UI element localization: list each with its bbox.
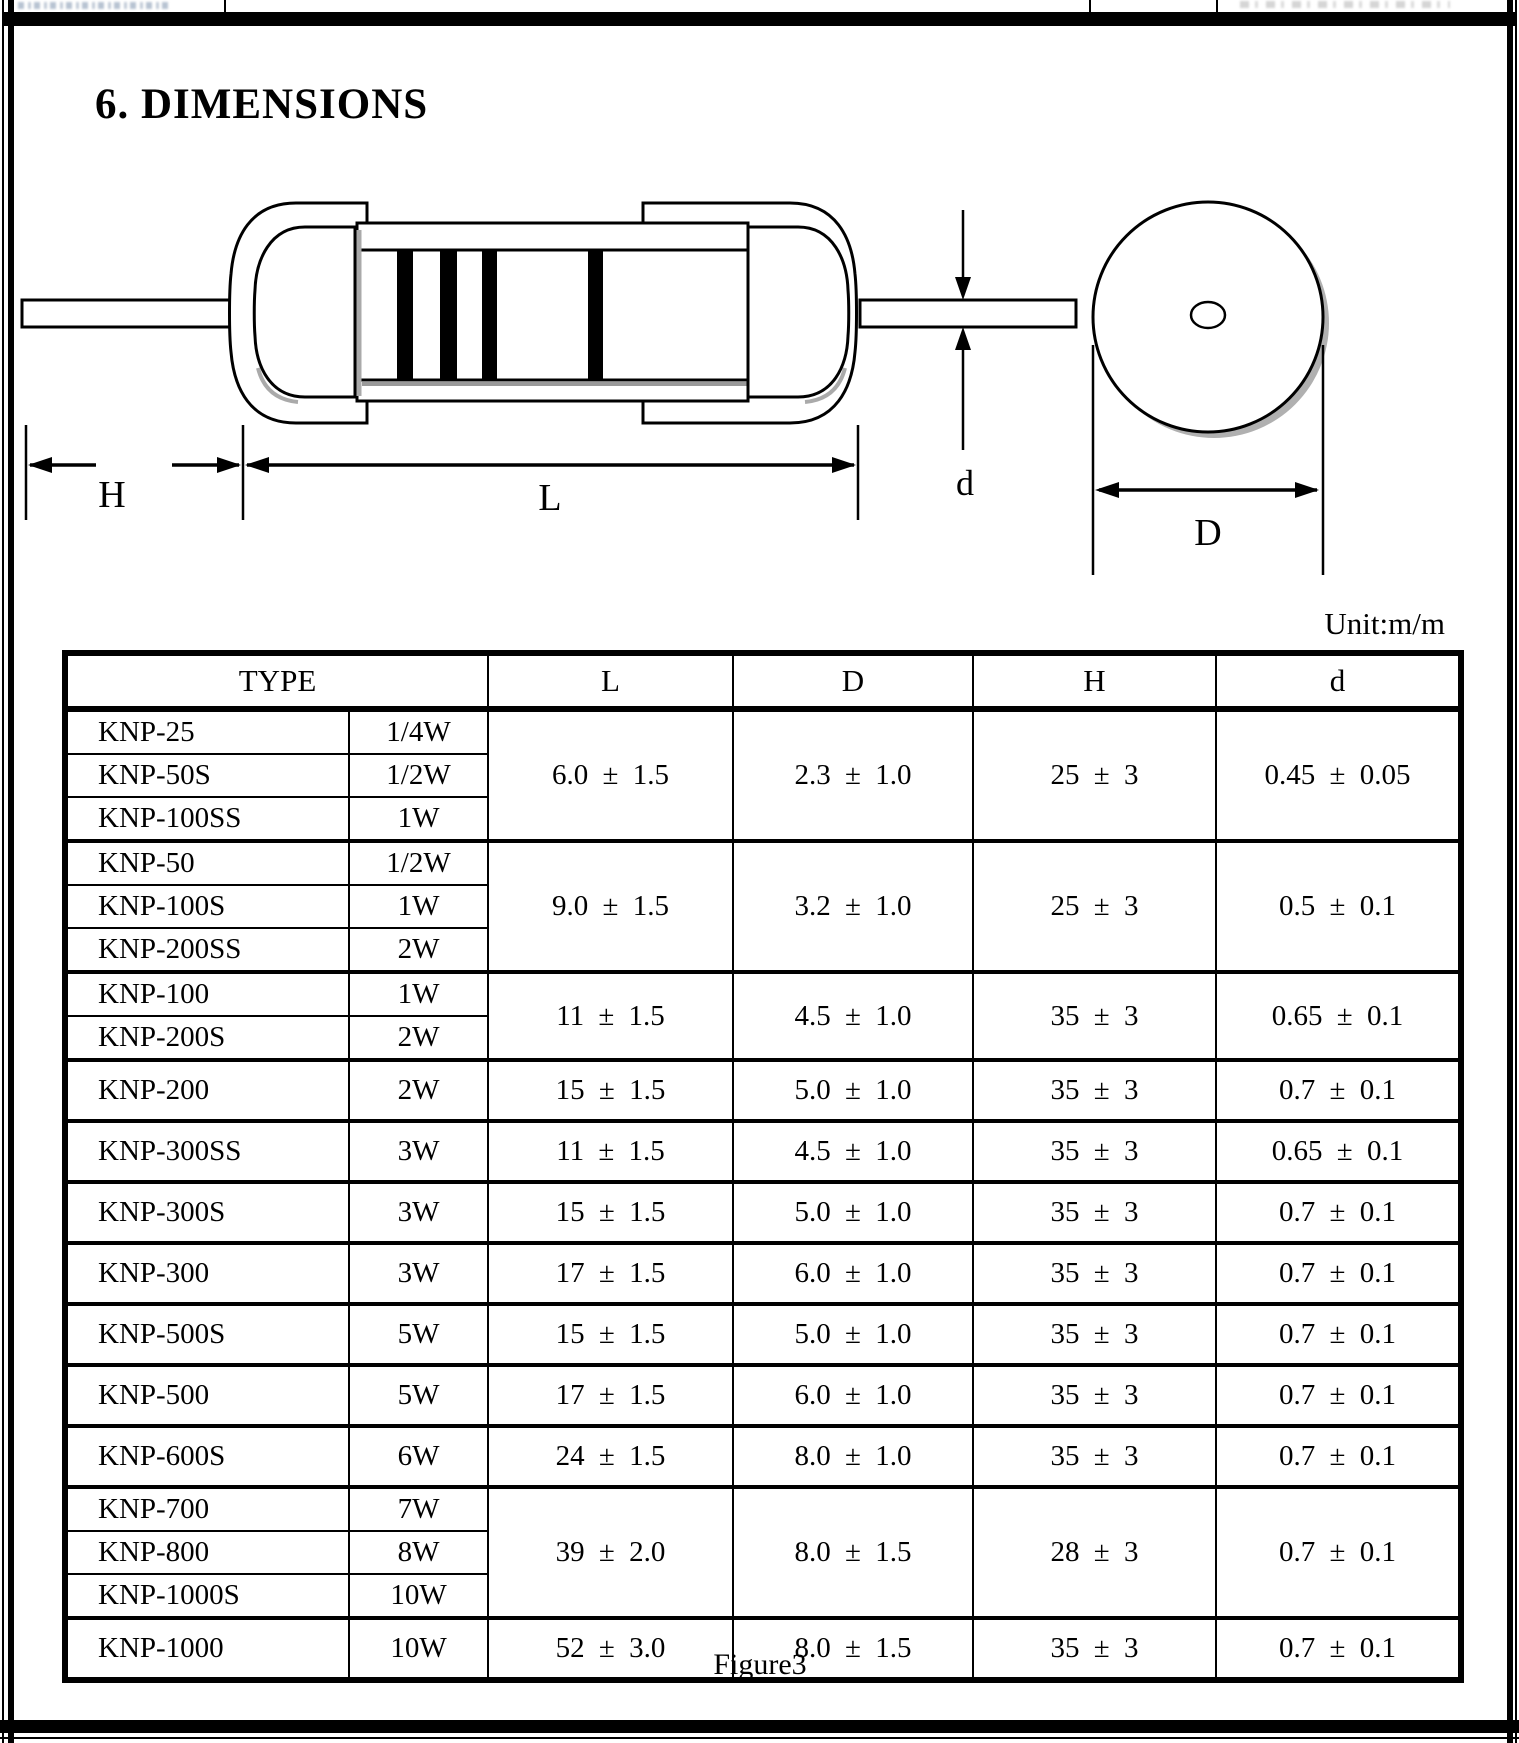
lead-length-value-cell: 35 ± 3 [973, 1243, 1216, 1304]
wattage-cell: 1W [349, 885, 488, 928]
length-value-cell: 11 ± 1.5 [488, 1121, 733, 1182]
table-row [65, 1060, 1461, 1121]
type-cell: KNP-800 [65, 1531, 349, 1574]
wattage-cell: 2W [349, 1060, 488, 1121]
l-dimension-label: L [538, 477, 562, 519]
color-band-1 [397, 250, 413, 380]
lead-length-value-cell: 25 ± 3 [973, 709, 1216, 841]
dimensions-table [62, 650, 1464, 1683]
page-border-bottom-outer [0, 1737, 1519, 1739]
lead-diameter-value-cell: 0.45 ± 0.05 [1216, 709, 1461, 841]
type-cell: KNP-300 [65, 1243, 349, 1304]
color-band-3 [482, 250, 497, 380]
left-lead-wire [22, 300, 241, 327]
previous-table-divider [1089, 0, 1091, 12]
right-lead-wire [860, 300, 1076, 327]
type-cell: KNP-50S [65, 754, 349, 797]
table-row [65, 972, 1461, 1016]
body-diameter-value-cell: 4.5 ± 1.0 [733, 1121, 973, 1182]
table-row [65, 1487, 1461, 1531]
dimension-ticks [26, 425, 858, 520]
body-diameter-value-cell: 8.0 ± 1.5 [733, 1618, 973, 1680]
type-cell: KNP-700 [65, 1487, 349, 1531]
wattage-cell: 3W [349, 1243, 488, 1304]
previous-page-faint-text [18, 2, 168, 9]
body-diameter-value-cell: 8.0 ± 1.5 [733, 1487, 973, 1618]
table-row [65, 1304, 1461, 1365]
table-header-row [65, 653, 1461, 709]
figure-caption: Figure3 [713, 1648, 807, 1681]
dimensions-table-body [65, 709, 1461, 1680]
table-row [65, 1121, 1461, 1182]
type-cell: KNP-500 [65, 1365, 349, 1426]
d-arrowhead-down [955, 277, 971, 300]
lead-length-value-cell: 28 ± 3 [973, 1487, 1216, 1618]
color-band-4 [588, 250, 603, 380]
right-end-cap-inner [748, 227, 849, 397]
type-cell: KNP-200S [65, 1016, 349, 1060]
h-arrowhead-right [217, 457, 241, 473]
header-d-body: D [733, 653, 973, 709]
wattage-cell: 6W [349, 1426, 488, 1487]
length-value-cell: 11 ± 1.5 [488, 972, 733, 1060]
wattage-cell: 5W [349, 1304, 488, 1365]
body-diameter-value-cell: 5.0 ± 1.0 [733, 1182, 973, 1243]
length-value-cell: 39 ± 2.0 [488, 1487, 733, 1618]
type-cell: KNP-25 [65, 709, 349, 754]
l-arrowhead-left [245, 457, 269, 473]
lead-diameter-value-cell: 0.7 ± 0.1 [1216, 1060, 1461, 1121]
unit-label: Unit:m/m [1324, 606, 1445, 641]
type-cell: KNP-500S [65, 1304, 349, 1365]
table-row [65, 1365, 1461, 1426]
wattage-cell: 2W [349, 928, 488, 972]
h-dimension-label: H [98, 474, 126, 516]
body-diameter-value-cell: 5.0 ± 1.0 [733, 1060, 973, 1121]
wattage-cell: 1/4W [349, 709, 488, 754]
wattage-cell: 3W [349, 1182, 488, 1243]
color-band-2 [440, 250, 457, 380]
page-border-top [2, 12, 1517, 26]
dimensions-table-wrap [62, 650, 1458, 1683]
d-arrowhead-up [955, 327, 971, 350]
header-type: TYPE [65, 653, 488, 709]
lead-length-value-cell: 35 ± 3 [973, 972, 1216, 1060]
left-end-cap-inner [254, 227, 355, 397]
lead-length-value-cell: 35 ± 3 [973, 1365, 1216, 1426]
page-border-bottom [0, 1720, 1519, 1733]
table-row [65, 709, 1461, 754]
header-h: H [973, 653, 1216, 709]
lead-length-value-cell: 35 ± 3 [973, 1182, 1216, 1243]
wattage-cell: 7W [349, 1487, 488, 1531]
table-row [65, 1426, 1461, 1487]
length-value-cell: 15 ± 1.5 [488, 1182, 733, 1243]
lead-length-value-cell: 35 ± 3 [973, 1060, 1216, 1121]
wattage-cell: 8W [349, 1531, 488, 1574]
lead-length-value-cell: 35 ± 3 [973, 1426, 1216, 1487]
lead-diameter-value-cell: 0.7 ± 0.1 [1216, 1426, 1461, 1487]
length-value-cell: 9.0 ± 1.5 [488, 841, 733, 972]
d-dimension-label: d [956, 463, 974, 503]
body-diameter-value-cell: 3.2 ± 1.0 [733, 841, 973, 972]
type-cell: KNP-200SS [65, 928, 349, 972]
body-diameter-value-cell: 5.0 ± 1.0 [733, 1304, 973, 1365]
length-value-cell: 24 ± 1.5 [488, 1426, 733, 1487]
body-diameter-value-cell: 6.0 ± 1.0 [733, 1243, 973, 1304]
band-strip [357, 250, 750, 380]
previous-page-faint-marks [1240, 1, 1450, 8]
lead-length-value-cell: 35 ± 3 [973, 1304, 1216, 1365]
type-cell: KNP-100S [65, 885, 349, 928]
lead-diameter-value-cell: 0.65 ± 0.1 [1216, 1121, 1461, 1182]
lead-diameter-value-cell: 0.7 ± 0.1 [1216, 1365, 1461, 1426]
wattage-cell: 5W [349, 1365, 488, 1426]
length-value-cell: 17 ± 1.5 [488, 1365, 733, 1426]
big-d-arrowhead-left [1095, 482, 1119, 498]
resistor-dimension-diagram [0, 160, 1519, 630]
body-diameter-value-cell: 2.3 ± 1.0 [733, 709, 973, 841]
big-d-arrowhead-right [1295, 482, 1319, 498]
lead-diameter-value-cell: 0.7 ± 0.1 [1216, 1243, 1461, 1304]
lead-diameter-value-cell: 0.65 ± 0.1 [1216, 972, 1461, 1060]
type-cell: KNP-300SS [65, 1121, 349, 1182]
body-diameter-value-cell: 8.0 ± 1.0 [733, 1426, 973, 1487]
wattage-cell: 1/2W [349, 754, 488, 797]
lead-length-value-cell: 25 ± 3 [973, 841, 1216, 972]
lead-diameter-value-cell: 0.7 ± 0.1 [1216, 1304, 1461, 1365]
h-arrowhead-left [28, 457, 52, 473]
table-row [65, 1243, 1461, 1304]
length-value-cell: 52 ± 3.0 [488, 1618, 733, 1680]
wattage-cell: 2W [349, 1016, 488, 1060]
section-title: 6. DIMENSIONS [95, 81, 429, 128]
body-diameter-value-cell: 4.5 ± 1.0 [733, 972, 973, 1060]
length-value-cell: 6.0 ± 1.5 [488, 709, 733, 841]
type-cell: KNP-600S [65, 1426, 349, 1487]
type-cell: KNP-300S [65, 1182, 349, 1243]
wattage-cell: 1W [349, 797, 488, 841]
lead-hole [1191, 302, 1225, 328]
type-cell: KNP-50 [65, 841, 349, 885]
previous-table-divider [224, 0, 226, 12]
type-cell: KNP-200 [65, 1060, 349, 1121]
type-cell: KNP-1000 [65, 1618, 349, 1680]
wattage-cell: 3W [349, 1121, 488, 1182]
wattage-cell: 1/2W [349, 841, 488, 885]
lead-length-value-cell: 35 ± 3 [973, 1618, 1216, 1680]
header-l: L [488, 653, 733, 709]
big-d-dimension-label: D [1194, 512, 1222, 554]
lead-diameter-value-cell: 0.5 ± 0.1 [1216, 841, 1461, 972]
table-row [65, 1182, 1461, 1243]
wattage-cell: 10W [349, 1574, 488, 1618]
lead-diameter-value-cell: 0.7 ± 0.1 [1216, 1618, 1461, 1680]
previous-table-divider [1216, 0, 1218, 12]
type-cell: KNP-100 [65, 972, 349, 1016]
lead-length-value-cell: 35 ± 3 [973, 1121, 1216, 1182]
header-d-lead: d [1216, 653, 1461, 709]
lead-diameter-value-cell: 0.7 ± 0.1 [1216, 1182, 1461, 1243]
table-row [65, 841, 1461, 885]
length-value-cell: 15 ± 1.5 [488, 1060, 733, 1121]
lead-diameter-value-cell: 0.7 ± 0.1 [1216, 1487, 1461, 1618]
l-arrowhead-right [832, 457, 856, 473]
type-cell: KNP-100SS [65, 797, 349, 841]
wattage-cell: 10W [349, 1618, 488, 1680]
body-diameter-value-cell: 6.0 ± 1.0 [733, 1365, 973, 1426]
length-value-cell: 15 ± 1.5 [488, 1304, 733, 1365]
length-value-cell: 17 ± 1.5 [488, 1243, 733, 1304]
wattage-cell: 1W [349, 972, 488, 1016]
type-cell: KNP-1000S [65, 1574, 349, 1618]
